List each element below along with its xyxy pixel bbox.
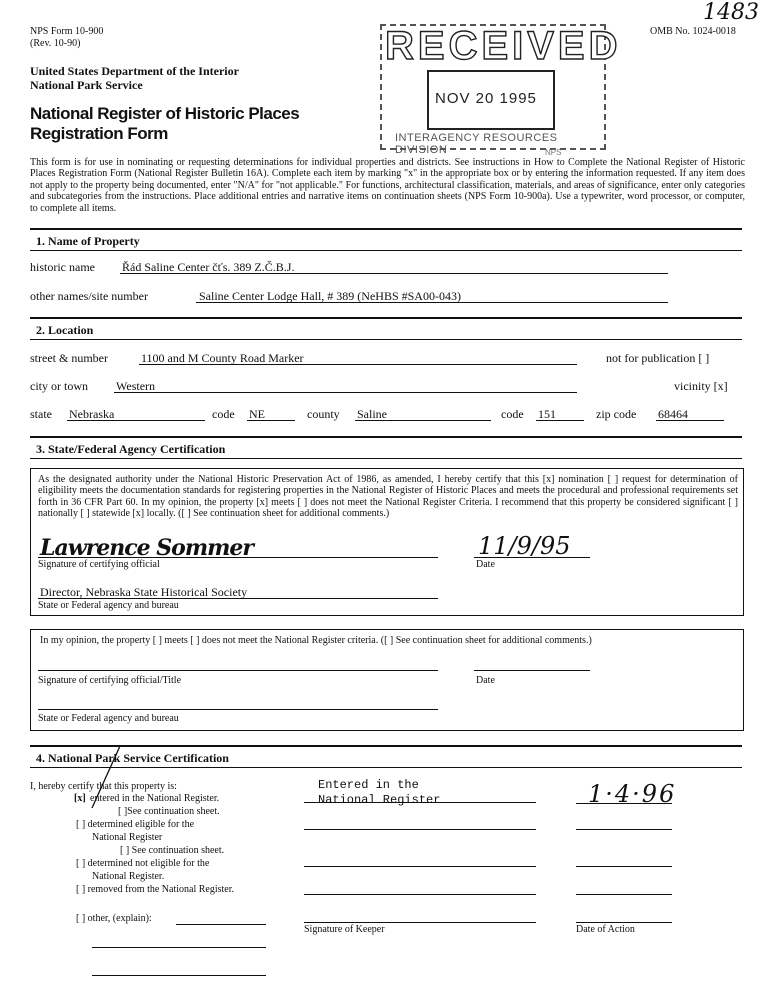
option-continuation2[interactable]: [ ] See continuation sheet. (120, 845, 225, 856)
street-value[interactable]: 1100 and M County Road Marker (141, 351, 304, 365)
option-eligible[interactable]: [ ] determined eligible for the (76, 819, 195, 830)
option-not-eligible[interactable]: [ ] determined not eligible for the (76, 858, 210, 869)
action-line-5 (576, 922, 672, 923)
action-date[interactable]: 1·4·96 (588, 780, 677, 808)
section3-heading: 3. State/Federal Agency Certification (36, 442, 226, 456)
other-explain-line1 (176, 924, 266, 925)
keeper-stamp-line2: National Register (318, 793, 441, 807)
form-revision: (Rev. 10-90) (30, 38, 81, 49)
nps-intro: I, hereby certify that this property is: (30, 781, 177, 792)
keeper-line-2 (304, 829, 536, 830)
county-value[interactable]: Saline (357, 407, 387, 421)
other-names-value[interactable]: Saline Center Lodge Hall, # 389 (NeHBS #SA00-043) (199, 289, 461, 303)
option-entered[interactable]: entered in the National Register. (90, 793, 220, 804)
date2-label: Date (476, 675, 495, 686)
agency-label: State or Federal agency and bureau (38, 600, 179, 611)
keeper-stamp-line1: Entered in the (318, 778, 419, 792)
action-line-4 (576, 894, 672, 895)
section1-heading: 1. Name of Property (36, 234, 140, 248)
keeper-line-3 (304, 866, 536, 867)
omb-number: OMB No. 1024-0018 (650, 26, 736, 37)
stamp-received: RECEIVED (385, 24, 622, 68)
option-not-eligible-cont: National Register. (92, 871, 165, 882)
historic-name-label: historic name (30, 260, 95, 274)
action-line-3 (576, 866, 672, 867)
action-label: Date of Action (576, 924, 635, 935)
signature-date[interactable]: 11/9/95 (478, 532, 571, 560)
action-line-1 (576, 803, 672, 804)
other-explain-line3 (92, 975, 266, 976)
zip-label: zip code (596, 407, 637, 421)
state-code-label: code (212, 407, 235, 421)
state-label: state (30, 407, 52, 421)
agency2-label: State or Federal agency and bureau (38, 713, 179, 724)
city-value[interactable]: Western (116, 379, 156, 393)
county-code-label: code (501, 407, 524, 421)
zip-value[interactable]: 68464 (658, 407, 688, 421)
checked-mark: [x] (74, 793, 86, 804)
county-label: county (307, 407, 340, 421)
other-explain-line2 (92, 947, 266, 948)
section4-heading: 4. National Park Service Certification (36, 751, 229, 765)
agency-value[interactable]: Director, Nebraska State Historical Society (40, 585, 248, 599)
keeper-line-5 (304, 922, 536, 923)
vicinity-checkbox[interactable]: vicinity [x] (674, 379, 728, 393)
keeper-label: Signature of Keeper (304, 924, 385, 935)
option-removed[interactable]: [ ] removed from the National Register. (76, 884, 235, 895)
signature2-label: Signature of certifying official/Title (38, 675, 182, 686)
state-value[interactable]: Nebraska (69, 407, 115, 421)
stamp-sub: NPS (545, 148, 562, 157)
street-label: street & number (30, 351, 108, 365)
signature-label: Signature of certifying official (38, 559, 160, 570)
certification-text: As the designated authority under the National Historic Preservation Act of 1986, as amended, I hereby certify that this [x] nomination [ ] request for determination of eligibility meets the documentation standards for registering properties in the National Register of Historic Places and meets the procedural and professional requirements set forth in 36 CFR Part 60. In my opinion, the property [x] meets [ ] does not meet the National Register Criteria. I recommend that this property be considered significant [ ] nationally [ ] statewide [x] locally. ([ ] See continuation sheet for additional comments.) (38, 474, 738, 520)
form-number: NPS Form 10-900 (30, 26, 104, 37)
form-title-line2: Registration Form (30, 124, 168, 143)
keeper-line-1 (304, 802, 536, 803)
department-line2: National Park Service (30, 78, 143, 92)
stamp-date: NOV 20 1995 (435, 90, 537, 107)
option-other[interactable]: [ ] other, (explain): (76, 913, 152, 924)
option-continuation1[interactable]: [ ]See continuation sheet. (118, 806, 220, 817)
keeper-line-4 (304, 894, 536, 895)
date-label: Date (476, 559, 495, 570)
other-names-label: other names/site number (30, 289, 148, 303)
signature-handwritten: Lawrence Sommer (40, 535, 254, 561)
action-line-2 (576, 829, 672, 830)
stamp-division: INTERAGENCY RESOURCES DIVISION (395, 132, 558, 156)
city-label: city or town (30, 379, 88, 393)
form-title-line1: National Register of Historic Places (30, 104, 300, 123)
not-for-publication[interactable]: not for publication [ ] (606, 351, 710, 365)
historic-name-value[interactable]: Řád Saline Center čťs. 389 Z.Č.B.J. (122, 260, 295, 274)
section2-heading: 2. Location (36, 323, 94, 337)
state-code-value[interactable]: NE (249, 407, 265, 421)
option-eligible-cont: National Register (92, 832, 163, 843)
opinion-text: In my opinion, the property [ ] meets [ ] does not meet the National Register criteria. ([ ] See continuation sheet for additional comments.) (40, 635, 592, 646)
department-line1: United States Department of the Interior (30, 64, 239, 78)
handwritten-number: 1483 (703, 0, 759, 25)
county-code-value[interactable]: 151 (538, 407, 556, 421)
instructions-text: This form is for use in nominating or requesting determinations for individual properties and districts. See instructions in How to Complete the National Register of Historic Places Registration Form (National Register Bulletin 16A). Complete each item by marking "x" in the appropriate box or by entering the information requested. If any item does not apply to the property being documented, enter "N/A" for "not applicable." For functions, architectural classification, materials, and areas of significance, enter only categories and subcategories from the instructions. Place additional entries and narrative items on continuation sheets (NPS Form 10-900a). Use a typewriter, word processor, or computer, to complete all items. (30, 157, 745, 214)
